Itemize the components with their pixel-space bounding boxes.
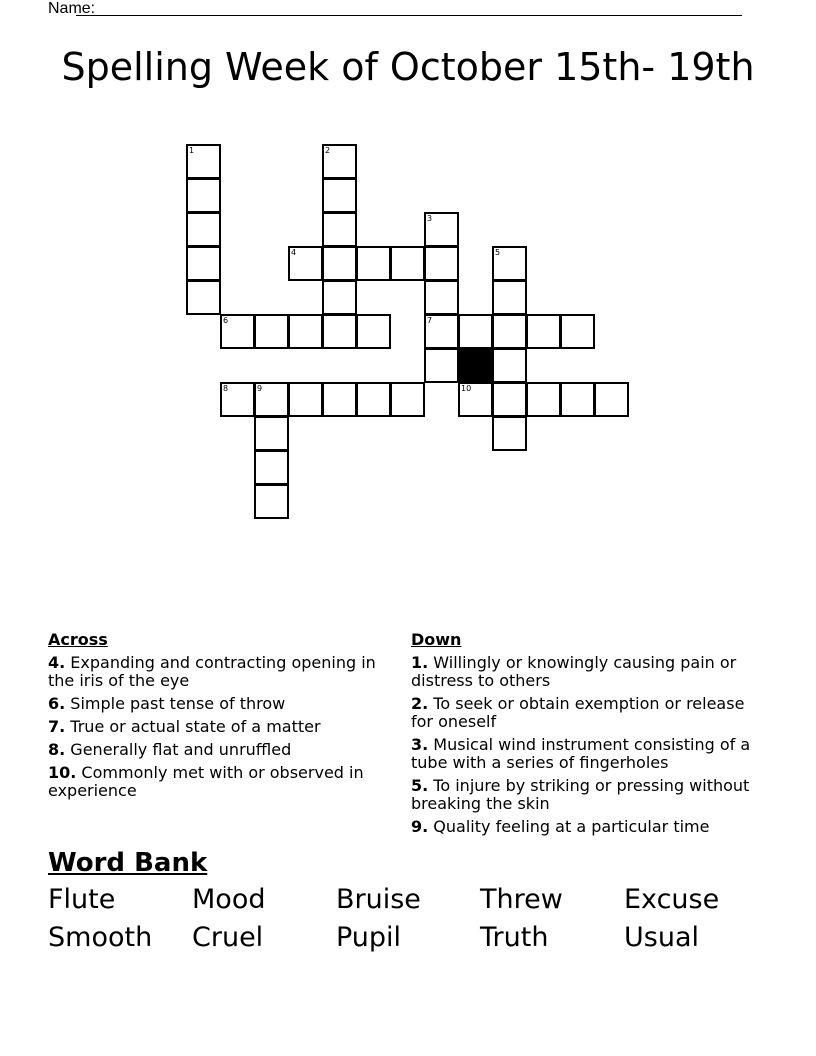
word-bank-item: Excuse (624, 884, 720, 915)
crossword-cell[interactable] (424, 314, 459, 349)
crossword-cell[interactable] (322, 178, 357, 213)
crossword-cell[interactable] (322, 144, 357, 179)
clue-number: 4 (291, 248, 297, 257)
black-square (458, 348, 493, 383)
clue-across-6 (48, 695, 393, 713)
crossword-cell[interactable] (424, 212, 459, 247)
crossword-cell[interactable] (492, 348, 527, 383)
crossword-cell[interactable] (424, 280, 459, 315)
crossword-cell[interactable] (390, 246, 425, 281)
crossword-cell[interactable] (560, 382, 595, 417)
clue-number: 8. (48, 740, 66, 759)
crossword-cell[interactable] (492, 416, 527, 451)
crossword-cell[interactable] (254, 450, 289, 485)
crossword-cell[interactable] (356, 246, 391, 281)
across-heading: Across (48, 630, 108, 649)
crossword-cell[interactable] (288, 382, 323, 417)
word-bank-item: Cruel (192, 922, 264, 953)
across-clues (48, 630, 393, 805)
crossword-cell[interactable] (458, 314, 493, 349)
clue-text: Commonly met with or observed in experience (48, 763, 364, 800)
clue-number: 3 (427, 214, 433, 223)
clue-number: 5. (411, 776, 429, 795)
crossword-cell[interactable] (390, 382, 425, 417)
crossword-cell[interactable] (594, 382, 629, 417)
clue-number: 9 (257, 384, 263, 393)
crossword-cell[interactable] (526, 314, 561, 349)
crossword-cell[interactable] (458, 382, 493, 417)
down-clues (411, 630, 756, 841)
clue-number: 2 (325, 146, 331, 155)
clue-text: To injure by striking or pressing without breaking the skin (411, 776, 750, 813)
crossword-cell[interactable] (220, 382, 255, 417)
word-bank-item: Flute (48, 884, 116, 915)
clue-text: Expanding and contracting opening in the iris of the eye (48, 653, 376, 690)
clue-down-9 (411, 818, 756, 836)
down-heading: Down (411, 630, 462, 649)
crossword-cell[interactable] (186, 280, 221, 315)
crossword-cell[interactable] (424, 246, 459, 281)
crossword-cell[interactable] (356, 382, 391, 417)
clue-number: 9. (411, 817, 429, 836)
crossword-cell[interactable] (186, 212, 221, 247)
page-title: Spelling Week of October 15th- 19th (61, 45, 755, 89)
crossword-cell[interactable] (186, 144, 221, 179)
clue-text: Musical wind instrument consisting of a tube with a series of fingerholes (411, 735, 751, 772)
crossword-cell[interactable] (254, 314, 289, 349)
crossword-cell[interactable] (254, 484, 289, 519)
crossword-cell[interactable] (322, 314, 357, 349)
crossword-cell[interactable] (186, 178, 221, 213)
clue-across-8 (48, 741, 393, 759)
clue-text: Generally flat and unruffled (65, 740, 292, 759)
crossword-cell[interactable] (322, 382, 357, 417)
clue-number: 5 (495, 248, 501, 257)
clue-down-3 (411, 736, 756, 772)
crossword-cell[interactable] (322, 280, 357, 315)
clue-across-4 (48, 654, 393, 690)
crossword-cell[interactable] (526, 382, 561, 417)
clue-number: 6. (48, 694, 66, 713)
crossword-cell[interactable] (220, 314, 255, 349)
word-bank-item: Threw (480, 884, 563, 915)
word-bank-item: Mood (192, 884, 266, 915)
crossword-cell[interactable] (322, 246, 357, 281)
crossword-cell[interactable] (492, 246, 527, 281)
word-bank-item: Bruise (336, 884, 421, 915)
crossword-cell[interactable] (560, 314, 595, 349)
clue-down-5 (411, 777, 756, 813)
crossword-cell[interactable] (492, 382, 527, 417)
crossword-cell[interactable] (288, 246, 323, 281)
clue-across-10 (48, 764, 393, 800)
crossword-cell[interactable] (424, 348, 459, 383)
crossword-cell[interactable] (254, 416, 289, 451)
word-bank-item: Pupil (336, 922, 402, 953)
crossword-cell[interactable] (492, 314, 527, 349)
word-bank-item: Usual (624, 922, 699, 953)
clue-number: 1 (189, 146, 195, 155)
clue-text: Simple past tense of throw (65, 694, 286, 713)
clue-text: True or actual state of a matter (65, 717, 321, 736)
clue-number: 10 (461, 384, 472, 393)
word-bank-item: Smooth (48, 922, 153, 953)
clue-text: Willingly or knowingly causing pain or distress to others (411, 653, 737, 690)
clue-number: 3. (411, 735, 429, 754)
word-bank-item: Truth (480, 922, 549, 953)
clue-number: 1. (411, 653, 429, 672)
clue-number: 7 (427, 316, 433, 325)
crossword-cell[interactable] (322, 212, 357, 247)
name-label: Name: (48, 0, 96, 17)
crossword-cell[interactable] (492, 280, 527, 315)
clue-number: 7. (48, 717, 66, 736)
word-bank-title: Word Bank (48, 848, 208, 878)
clue-number: 2. (411, 694, 429, 713)
clue-down-2 (411, 695, 756, 731)
crossword-cell[interactable] (356, 314, 391, 349)
clue-across-7 (48, 718, 393, 736)
crossword-cell[interactable] (186, 246, 221, 281)
clue-number: 8 (223, 384, 229, 393)
clue-number: 4. (48, 653, 66, 672)
crossword-cell[interactable] (254, 382, 289, 417)
clue-text: To seek or obtain exemption or release for oneself (411, 694, 745, 731)
crossword-cell[interactable] (288, 314, 323, 349)
clue-number: 10. (48, 763, 77, 782)
clue-number: 6 (223, 316, 229, 325)
clue-down-1 (411, 654, 756, 690)
clue-text: Quality feeling at a particular time (428, 817, 710, 836)
